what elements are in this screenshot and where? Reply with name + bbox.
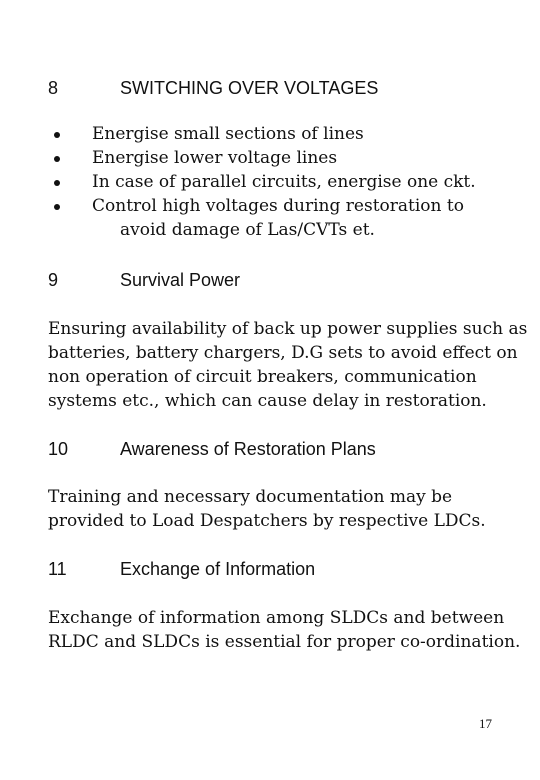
paragraph-line: batteries, battery chargers, D.G sets to avoid effect on <box>48 343 518 363</box>
paragraph-line: provided to Load Despatchers by respective LDCs. <box>48 511 486 531</box>
bullet-icon <box>54 132 60 138</box>
section-8-number: 8 <box>48 78 59 98</box>
section-11-number: 11 <box>48 559 67 579</box>
bullet-item-continuation: avoid damage of Las/CVTs et. <box>120 220 375 240</box>
bullet-icon <box>54 180 60 186</box>
section-11-paragraph <box>48 606 520 654</box>
section-9-paragraph <box>48 317 527 413</box>
bullet-item: Control high voltages during restoration to <box>92 196 464 216</box>
paragraph-line: Training and necessary documentation may be <box>48 487 453 507</box>
section-8-title: SWITCHING OVER VOLTAGES <box>120 78 379 98</box>
section-9-title: Survival Power <box>120 270 241 290</box>
section-11-title: Exchange of Information <box>120 559 316 579</box>
bullet-item: Energise small sections of lines <box>92 124 364 144</box>
section-9-number: 9 <box>48 270 59 290</box>
page-number: 17 <box>479 716 492 731</box>
section-10-title: Awareness of Restoration Plans <box>120 439 376 459</box>
paragraph-line: Ensuring availability of back up power supplies such as <box>48 319 528 339</box>
section-10-paragraph <box>48 485 486 533</box>
paragraph-line: RLDC and SLDCs is essential for proper co-ordination. <box>48 632 521 652</box>
bullet-icon <box>54 204 60 210</box>
paragraph-line: Exchange of information among SLDCs and between <box>48 608 505 628</box>
paragraph-line: non operation of circuit breakers, communication <box>48 367 477 387</box>
bullet-item: Energise lower voltage lines <box>92 148 338 168</box>
bullet-icon <box>54 156 60 162</box>
section-10-number: 10 <box>48 439 69 459</box>
paragraph-line: systems etc., which can cause delay in restoration. <box>48 391 487 411</box>
bullet-item: In case of parallel circuits, energise one ckt. <box>92 172 476 192</box>
